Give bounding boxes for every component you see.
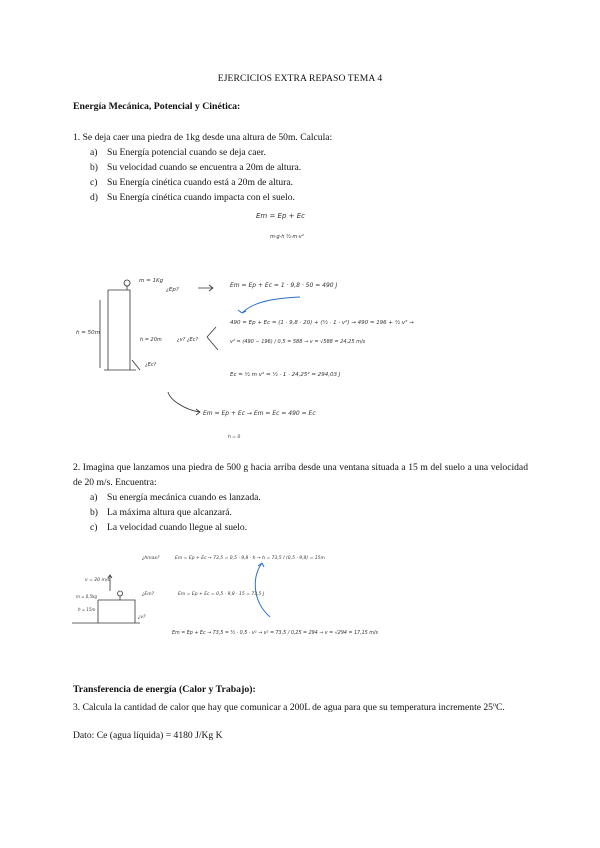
- hw2-line-3: Em = Ep + Ec → 73,5 = ½ · 0,5 · v² → v² = 73,5 / 0,25 = 294 → v = √294 = 17,15 m/s: [172, 631, 379, 636]
- hw-question-ec: ¿Ec?: [145, 362, 157, 368]
- hw2-v-label: v = 20 m/s: [85, 578, 110, 583]
- hw-question-ep: ¿Ep?: [166, 287, 179, 293]
- question-2-text: 2. Imagina que lanzamos una piedra de 500 g hacia arriba desde una ventana situada a 15 m del suelo a una velocidad de 20 m/s. Encuentra:: [73, 462, 528, 488]
- question-3-text: 3. Calcula la cantidad de calor que hay que comunicar a 200L de agua para que su temperatura incremente 25ºC.: [73, 702, 505, 713]
- hw2-line-2: Em = Ep + Ec = 0,5 · 9,8 · 15 = 73,5 J: [178, 592, 265, 597]
- hw-line-5: Em = Ep + Ec → Em = Ec = 490 = Ec: [203, 410, 316, 417]
- hw2-line-1: Em = Ep + Ec → 73,5 = 0,5 · 9,8 · h → h = 73,5 / (0,5 · 9,8) = 15m: [175, 556, 325, 561]
- list-item: c) Su Energía cinética cuando está a 20m de altura.: [90, 177, 294, 188]
- list-item: a) Su energía mecánica cuando es lanzada.: [90, 492, 261, 503]
- list-item: b) Su velocidad cuando se encuentra a 20m de altura.: [90, 162, 302, 173]
- hw-line-2: 490 = Ep + Ec = (1 · 9,8 · 20) + (½ · 1 · v²) → 490 = 196 + ½ v² →: [230, 320, 414, 326]
- hw-h0-label: h = 0: [228, 435, 241, 440]
- hw-question-mid: ¿v? ¿Ec?: [177, 337, 199, 343]
- hw-h20-label: h = 20m: [140, 337, 162, 343]
- hw-formula: Em = Ep + Ec: [256, 212, 306, 220]
- question-1-items: [90, 145, 301, 205]
- hw2-h-label: h = 15m: [78, 607, 96, 612]
- hw-line-3: v² = (490 − 196) / 0,5 = 588 → v = √588 = 24,25 m/s: [230, 339, 366, 345]
- hw-formula-2: m·g·h ½·m·v²: [270, 234, 304, 240]
- question-3-data: Dato: Ce (agua líquida) = 4180 J/Kg K: [73, 730, 223, 741]
- list-item: b) La máxima altura que alcanzará.: [90, 507, 232, 518]
- question-1-text: 1. Se deja caer una piedra de 1kg desde una altura de 50m. Calcula:: [73, 132, 333, 143]
- handwritten-solution-1: [0, 200, 600, 450]
- hw2-question-em: ¿Em?: [142, 592, 155, 597]
- handwritten-solution-2: [0, 545, 600, 655]
- question-2-items: [90, 490, 261, 535]
- hw-line-4: Ec = ½ m v² = ½ · 1 · 24,25² = 294,03 J: [230, 372, 341, 378]
- hw-line-1: Em = Ep + Ec = 1 · 9,8 · 50 = 490 J: [230, 282, 338, 289]
- list-item: d) Su Energía cinética cuando impacta con el suelo.: [90, 192, 295, 203]
- hw-height-label: h = 50m: [76, 330, 100, 336]
- hw2-m-label: m = 0,5kg: [76, 594, 98, 599]
- hw2-question-hmax: ¿hmax?: [142, 556, 160, 561]
- list-item: c) La velocidad cuando llegue al suelo.: [90, 522, 248, 533]
- hw2-question-v: ¿v?: [138, 615, 146, 620]
- list-item: a) Su Energía potencial cuando se deja caer.: [90, 147, 266, 158]
- page-title: EJERCICIOS EXTRA REPASO TEMA 4: [217, 73, 383, 84]
- section-heading-mechanical-energy: Energía Mecánica, Potencial y Cinética:: [73, 101, 241, 112]
- section-heading-energy-transfer: Transferencia de energía (Calor y Trabajo):: [73, 684, 256, 695]
- hw-mass-label: m = 1Kg: [139, 278, 164, 284]
